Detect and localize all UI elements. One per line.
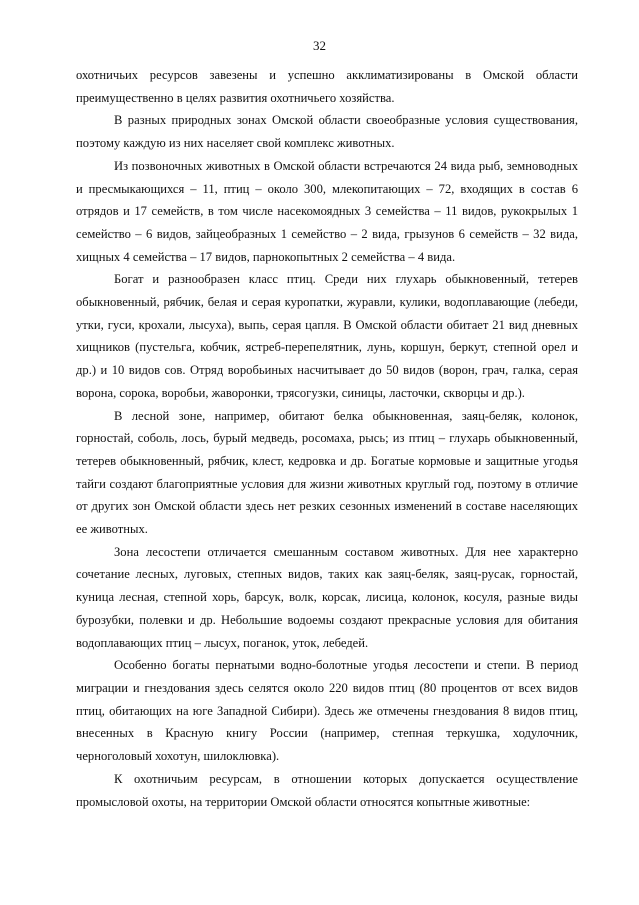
paragraph-hunting-resources: К охотничьим ресурсам, в отношении которых допускается осуществление промысловой охоты, на территории Омской области относятся копытные животные: xyxy=(76,771,578,809)
paragraph-birds: Богат и разнообразен класс птиц. Среди них глухарь обыкновенный, тетерев обыкновенный, рябчик, белая и серая куропатки, журавли, кулики, водоплавающие (лебеди, утки, гуси, крохали, лысуха), выпь, серая цапля. В Омской области обитает 21 вид дневных хищников (пустельга, кобчик, ястреб-перепелятник, лунь, коршун, беркут, степной орел и др.) и 10 видов сов. Отряд воробьиных насчитывает до 50 видов (ворон, грач, галка, серая ворона, сорока, воробьи, жаворонки, трясогузки, синицы, ласточки, скворцы и др.). xyxy=(76,272,578,400)
paragraph-vertebrates: Из позвоночных животных в Омской области встречаются 24 вида рыб, земноводных и пресмыкающихся – 11, птиц – около 300, млекопитающих – 72, входящих в состав 6 отрядов и 17 семейств, в том числе насекомоядных 3 семейства – 11 видов, рукокрылых 1 семейство – 6 видов, зайцеобразных 1 семейство – 2 вида, грызунов 6 семейств – 32 вида, хищных 4 семейства – 17 видов, парнокопытных 2 семейства – 4 вида. xyxy=(76,158,578,264)
paragraph-forest-zone: В лесной зоне, например, обитают белка обыкновенная, заяц-беляк, колонок, горностай, соболь, лось, бурый медведь, росомаха, рысь; из птиц – глухарь обыкновенный, тетерев обыкновенный, рябчик, клест, кедровка и др. Богатые кормовые и защитные угодья тайги создают благоприятные условия для жизни животных круглый год, поэтому в отличие от других зон Омской области здесь нет резких сезонных изменений в составе населяющих ее животных. xyxy=(76,408,578,537)
body-text xyxy=(76,64,578,813)
page-number: 32 xyxy=(313,38,326,53)
paragraph-natural-zones: В разных природных зонах Омской области своеобразные условия существования, поэтому каждую из них населяет свой комплекс животных. xyxy=(76,113,578,151)
paragraph-forest-steppe: Зона лесостепи отличается смешанным составом животных. Для нее характерно сочетание лесных, луговых, степных видов, таких как заяц-беляк, заяц-русак, горностай, куница лесная, степной хорь, барсук, волк, корсак, лисица, колонок, косуля, разные виды бурозубки, полевки и др. Небольшие водоемы создают прекрасные условия для обитания водоплавающих птиц – лысух, поганок, уток, лебедей. xyxy=(76,544,578,650)
paragraph-continuation: охотничьих ресурсов завезены и успешно акклиматизированы в Омской области преимущественно в целях развития охотничьего хозяйства. xyxy=(76,68,578,105)
paragraph-wetlands: Особенно богаты пернатыми водно-болотные угодья лесостепи и степи. В период миграции и гнездования здесь селятся около 220 видов птиц (80 процентов от всех видов птиц, обитающих на юге Западной Сибири). Здесь же отмечены гнездования 8 видов птиц, внесенных в Красную книгу России (например, степная теркушка, ходулочник, черноголовый хохотун, шилоклювка). xyxy=(76,658,578,764)
